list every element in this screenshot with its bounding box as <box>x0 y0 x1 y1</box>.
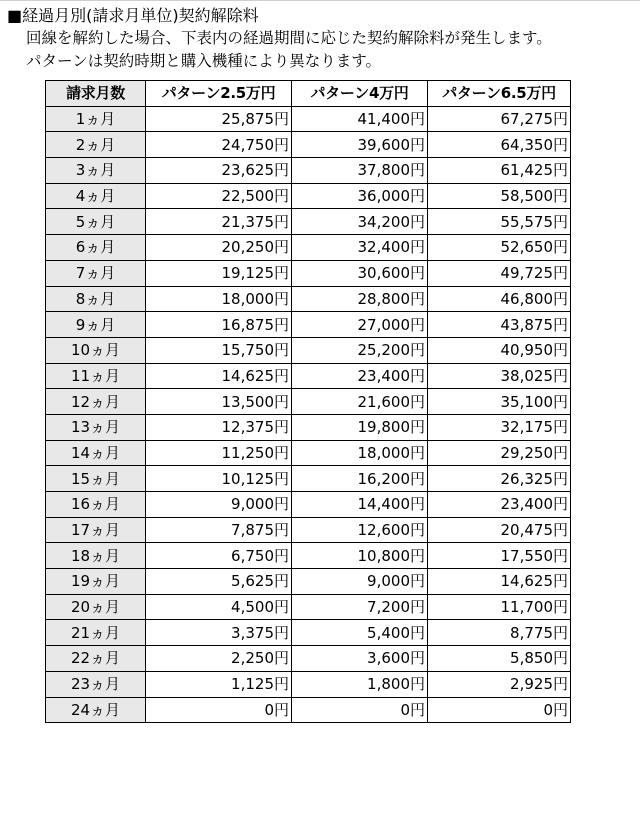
month-cell: 21ヵ月 <box>46 620 146 646</box>
month-cell: 22ヵ月 <box>46 646 146 672</box>
pattern-65k-fee: 23,400円 <box>428 492 571 518</box>
month-cell: 9ヵ月 <box>46 312 146 338</box>
pattern-25k-fee: 2,250円 <box>146 646 292 672</box>
pattern-40k-fee: 32,400円 <box>292 235 428 261</box>
pattern-40k-fee: 36,000円 <box>292 183 428 209</box>
pattern-65k-fee: 17,550円 <box>428 543 571 569</box>
pattern-65k-fee: 55,575円 <box>428 209 571 235</box>
pattern-40k-fee: 3,600円 <box>292 646 428 672</box>
header-row <box>46 81 571 107</box>
pattern-65k-fee: 14,625円 <box>428 569 571 595</box>
month-cell: 13ヵ月 <box>46 414 146 440</box>
pattern-25k-fee: 13,500円 <box>146 389 292 415</box>
table-row <box>46 440 571 466</box>
pattern-40k-fee: 27,000円 <box>292 312 428 338</box>
pattern-65k-fee: 40,950円 <box>428 337 571 363</box>
pattern-65k-fee: 35,100円 <box>428 389 571 415</box>
pattern-65k-fee: 52,650円 <box>428 235 571 261</box>
table-row <box>46 492 571 518</box>
pattern-65k-fee: 0円 <box>428 697 571 723</box>
table-row <box>46 543 571 569</box>
month-cell: 2ヵ月 <box>46 132 146 158</box>
pattern-40k-fee: 5,400円 <box>292 620 428 646</box>
month-cell: 8ヵ月 <box>46 286 146 312</box>
header-pattern-65k: パターン6.5万円 <box>428 81 571 107</box>
description-line-1: 回線を解約した場合、下表内の経過期間に応じた契約解除料が発生します。 <box>26 29 552 47</box>
section-heading: ■経過月別(請求月単位)契約解除料 <box>7 6 259 25</box>
pattern-25k-fee: 22,500円 <box>146 183 292 209</box>
month-cell: 12ヵ月 <box>46 389 146 415</box>
pattern-65k-fee: 49,725円 <box>428 260 571 286</box>
month-cell: 18ヵ月 <box>46 543 146 569</box>
table-row <box>46 183 571 209</box>
pattern-40k-fee: 12,600円 <box>292 517 428 543</box>
pattern-25k-fee: 9,000円 <box>146 492 292 518</box>
table-row <box>46 312 571 338</box>
pattern-25k-fee: 1,125円 <box>146 671 292 697</box>
table-row <box>46 389 571 415</box>
pattern-40k-fee: 30,600円 <box>292 260 428 286</box>
month-cell: 23ヵ月 <box>46 671 146 697</box>
month-cell: 10ヵ月 <box>46 337 146 363</box>
table-row <box>46 363 571 389</box>
month-cell: 14ヵ月 <box>46 440 146 466</box>
table-row <box>46 517 571 543</box>
pattern-65k-fee: 5,850円 <box>428 646 571 672</box>
table-row <box>46 646 571 672</box>
pattern-25k-fee: 12,375円 <box>146 414 292 440</box>
pattern-25k-fee: 25,875円 <box>146 106 292 132</box>
pattern-25k-fee: 3,375円 <box>146 620 292 646</box>
pattern-40k-fee: 23,400円 <box>292 363 428 389</box>
pattern-40k-fee: 28,800円 <box>292 286 428 312</box>
month-cell: 4ヵ月 <box>46 183 146 209</box>
table-row <box>46 594 571 620</box>
pattern-25k-fee: 24,750円 <box>146 132 292 158</box>
header-billing-months: 請求月数 <box>46 81 146 107</box>
pattern-40k-fee: 18,000円 <box>292 440 428 466</box>
pattern-25k-fee: 18,000円 <box>146 286 292 312</box>
pattern-25k-fee: 21,375円 <box>146 209 292 235</box>
month-cell: 3ヵ月 <box>46 158 146 184</box>
pattern-40k-fee: 21,600円 <box>292 389 428 415</box>
pattern-40k-fee: 7,200円 <box>292 594 428 620</box>
table-row <box>46 337 571 363</box>
pattern-40k-fee: 16,200円 <box>292 466 428 492</box>
pattern-25k-fee: 23,625円 <box>146 158 292 184</box>
pattern-25k-fee: 14,625円 <box>146 363 292 389</box>
table-row <box>46 466 571 492</box>
table-row <box>46 414 571 440</box>
month-cell: 16ヵ月 <box>46 492 146 518</box>
pattern-40k-fee: 14,400円 <box>292 492 428 518</box>
pattern-25k-fee: 6,750円 <box>146 543 292 569</box>
pattern-40k-fee: 9,000円 <box>292 569 428 595</box>
header-pattern-40k: パターン4万円 <box>292 81 428 107</box>
month-cell: 15ヵ月 <box>46 466 146 492</box>
table-row <box>46 697 571 723</box>
pattern-65k-fee: 26,325円 <box>428 466 571 492</box>
table-row <box>46 620 571 646</box>
month-cell: 1ヵ月 <box>46 106 146 132</box>
pattern-40k-fee: 34,200円 <box>292 209 428 235</box>
pattern-25k-fee: 16,875円 <box>146 312 292 338</box>
pattern-25k-fee: 10,125円 <box>146 466 292 492</box>
pattern-65k-fee: 32,175円 <box>428 414 571 440</box>
pattern-65k-fee: 43,875円 <box>428 312 571 338</box>
month-cell: 20ヵ月 <box>46 594 146 620</box>
pattern-65k-fee: 61,425円 <box>428 158 571 184</box>
pattern-25k-fee: 4,500円 <box>146 594 292 620</box>
pattern-65k-fee: 38,025円 <box>428 363 571 389</box>
pattern-25k-fee: 11,250円 <box>146 440 292 466</box>
pattern-40k-fee: 10,800円 <box>292 543 428 569</box>
pattern-65k-fee: 64,350円 <box>428 132 571 158</box>
pattern-25k-fee: 5,625円 <box>146 569 292 595</box>
pattern-65k-fee: 8,775円 <box>428 620 571 646</box>
pattern-40k-fee: 41,400円 <box>292 106 428 132</box>
table-row <box>46 158 571 184</box>
month-cell: 24ヵ月 <box>46 697 146 723</box>
top-divider <box>0 0 640 1</box>
month-cell: 7ヵ月 <box>46 260 146 286</box>
month-cell: 19ヵ月 <box>46 569 146 595</box>
pattern-25k-fee: 7,875円 <box>146 517 292 543</box>
pattern-25k-fee: 15,750円 <box>146 337 292 363</box>
month-cell: 6ヵ月 <box>46 235 146 261</box>
pattern-65k-fee: 11,700円 <box>428 594 571 620</box>
pattern-40k-fee: 19,800円 <box>292 414 428 440</box>
table-body <box>46 106 571 723</box>
table-row <box>46 132 571 158</box>
table-row <box>46 569 571 595</box>
pattern-25k-fee: 0円 <box>146 697 292 723</box>
pattern-40k-fee: 0円 <box>292 697 428 723</box>
description-line-2: パターンは契約時期と購入機種により異なります。 <box>26 52 381 70</box>
pattern-65k-fee: 58,500円 <box>428 183 571 209</box>
header-pattern-25k: パターン2.5万円 <box>146 81 292 107</box>
pattern-65k-fee: 67,275円 <box>428 106 571 132</box>
pattern-40k-fee: 25,200円 <box>292 337 428 363</box>
month-cell: 5ヵ月 <box>46 209 146 235</box>
table-row <box>46 209 571 235</box>
pattern-40k-fee: 1,800円 <box>292 671 428 697</box>
table-header <box>46 81 571 107</box>
table-row <box>46 106 571 132</box>
pattern-25k-fee: 19,125円 <box>146 260 292 286</box>
table-row <box>46 286 571 312</box>
pattern-40k-fee: 37,800円 <box>292 158 428 184</box>
table-row <box>46 235 571 261</box>
pattern-40k-fee: 39,600円 <box>292 132 428 158</box>
pattern-65k-fee: 2,925円 <box>428 671 571 697</box>
month-cell: 17ヵ月 <box>46 517 146 543</box>
pattern-65k-fee: 29,250円 <box>428 440 571 466</box>
table-row <box>46 260 571 286</box>
pattern-65k-fee: 46,800円 <box>428 286 571 312</box>
pattern-65k-fee: 20,475円 <box>428 517 571 543</box>
pattern-25k-fee: 20,250円 <box>146 235 292 261</box>
month-cell: 11ヵ月 <box>46 363 146 389</box>
table-row <box>46 671 571 697</box>
cancellation-fee-table <box>45 80 571 723</box>
